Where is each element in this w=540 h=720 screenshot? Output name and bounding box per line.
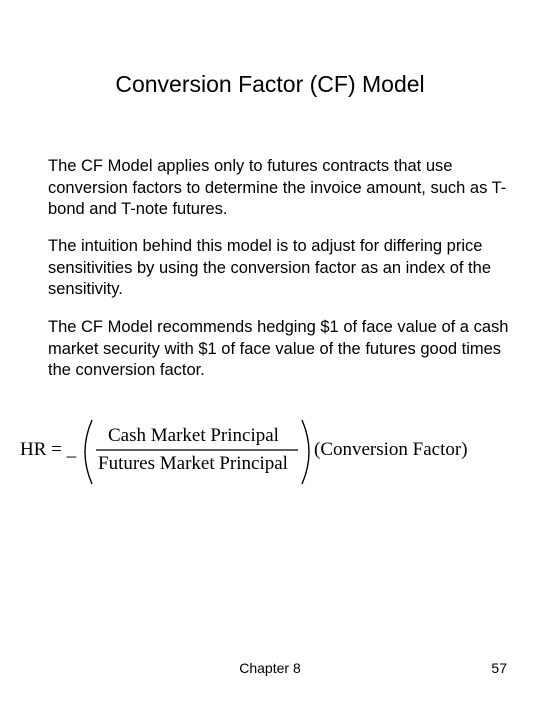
formula-lhs: HR = _ (20, 439, 77, 460)
footer-page-number: 57 (491, 660, 507, 676)
slide-title: Conversion Factor (CF) Model (115, 71, 425, 97)
paragraph-intuition: The intuition behind this model is to adjust for differing price sensitivities by using the conversion factor as an index of the sensitivity. (48, 237, 491, 298)
footer-chapter: Chapter 8 (239, 660, 301, 676)
left-parenthesis (85, 420, 92, 484)
formula-numerator: Cash Market Principal (108, 425, 279, 446)
hedge-ratio-formula (20, 418, 490, 486)
paragraph-cf-model-scope: The CF Model applies only to futures contracts that use conversion factors to determine the invoice amount, such as T-bond and T-note futures. (48, 157, 507, 218)
formula-denominator: Futures Market Principal (98, 453, 288, 474)
formula-multiplier: (Conversion Factor) (314, 439, 468, 460)
right-parenthesis (302, 420, 309, 484)
paragraph-recommendation: The CF Model recommends hedging $1 of face value of a cash market security with $1 of face value of the futures good times the conversion factor. (48, 318, 509, 379)
